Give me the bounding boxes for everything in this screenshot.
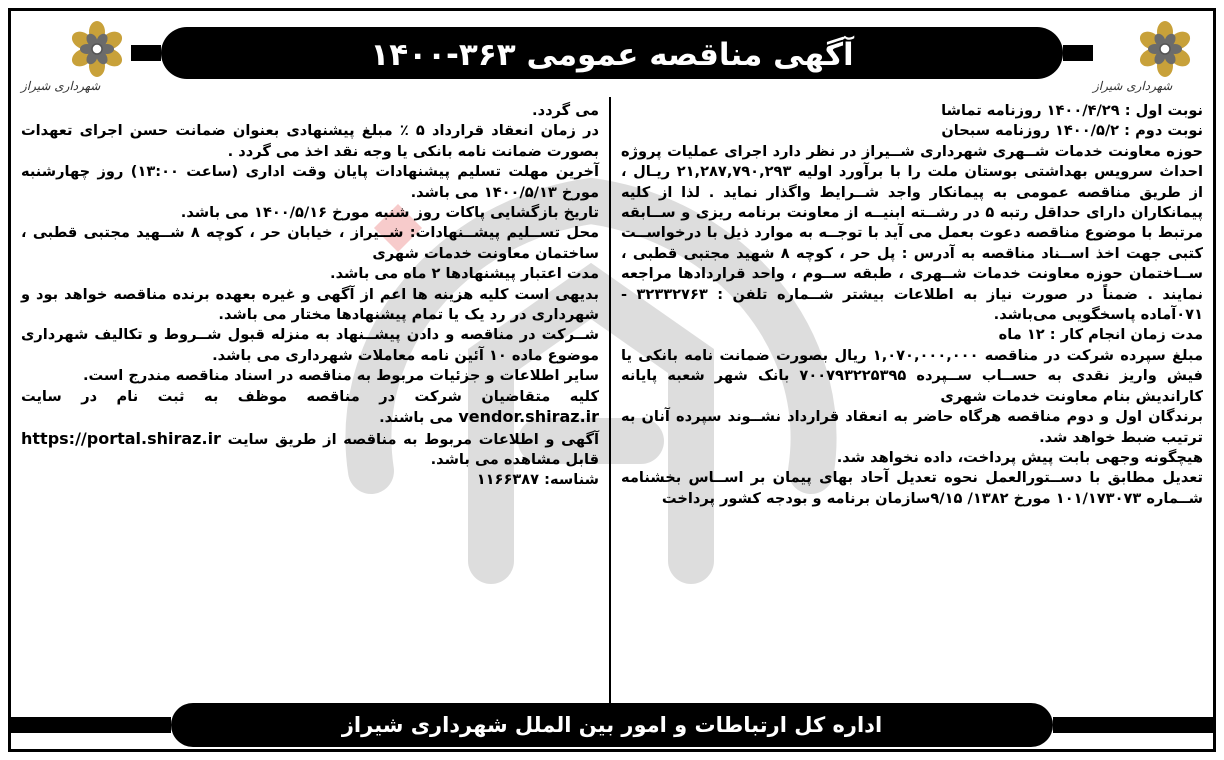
acceptance-note: شــرکت در مناقصه و دادن پیشــنهاد به منزله قبول شــروط و تکالیف شهرداری موضوع ماده ۱۰ آئین نامه معاملات شهرداری می باشد. <box>21 326 600 364</box>
flower-logo-icon <box>67 19 127 79</box>
second-publication: نوبت دوم : ۱۴۰۰/۵/۲ روزنامه سبحان <box>941 122 1203 140</box>
deposit-amount: مبلغ سپرده شرکت در مناقصه ۱,۰۷۰,۰۰۰,۰۰۰ ریال بصورت ضمانت نامه بانکی یا فیش واریز نقدی به حســاب ســپرده ۷۰۰۷۹۳۲۲۵۳۹۵ بانک شهر شعبه پایانه کاراندیش بنام معاونت خدمات شهری <box>621 346 1203 405</box>
footer-text: اداره کل ارتباطات و امور بین الملل شهرداری شیراز <box>341 713 883 737</box>
logo-caption: شهرداری شیراز <box>21 79 101 93</box>
tender-description: حوزه معاونت خدمات شــهری شهرداری شــیراز در نظر دارد اجرای عملیات پروژه احداث سرویس بهداشتی بوستان ملت را با برآورد اولیه ۲۱,۲۸۷,۷۹۰,۲۹۳ ریـال ، از طریق مناقصه عمومی به پیمانکار واجد شــرایط واگذار نماید . لذا از کلیه پیمانکاران دارای حداقل رتبه ۵ در رشــته ابنیــه از معاونت برنامه ریزی و ســابقه مرتبط با موضوع مناقصه دعوت بعمل می آید با توجــه به موارد ذیل با درخواســت کتبی جهت اخذ اســناد مناقصه به آدرس : پل حر ، کوچه ۸ شهید مجتبی قطبی ، ســاختمان حوزه معاونت خدمات شــهری ، طبقه ســوم ، واحد قراردادها مراجعه نمایند . ضمناً در صورت نیاز به اطلاعات بیشتر شــماره تلفن : ۳۲۳۳۲۷۶۳ - ۰۷۱آماده پاسخگویی می‌باشد. <box>621 142 1203 324</box>
header <box>11 11 1213 99</box>
notice-body <box>11 97 1213 709</box>
right-column <box>609 97 1213 709</box>
submission-location: محل تســلیم پیشــنهادات: شــیراز ، خیابان حر ، کوچه ۸ شــهید مجتبی قطبی ، ساختمان معاونت خدمات شهری <box>21 224 600 262</box>
logo-caption: شهرداری شیراز <box>1093 79 1173 93</box>
page-title: آگهی مناقصه عمومی ۳۶۳-۱۴۰۰ <box>370 37 854 73</box>
adjustment-note: تعدیل مطابق با دســتورالعمل نحوه تعدیل آحاد بهای پیمان بر اســاس بخشنامه شــماره ۱۰۱/۱۷۳۰۷۳ مورخ ۱۳۸۲/ ۹/۱۵سازمان برنامه و بودجه کشور پرداخت <box>621 469 1203 507</box>
shiraz-municipality-logo <box>1093 17 1203 95</box>
footer <box>11 701 1213 749</box>
portal-text: آگهی و اطلاعات مربوط به مناقصه از طریق سایت <box>227 430 599 448</box>
prepayment-note: هیچگونه وجهی بابت پیش پرداخت، داده نخواهد شد. <box>836 448 1203 466</box>
portal-tail: قابل مشاهده می باشد. <box>430 450 600 468</box>
notice-id: شناسه: ۱۱۶۶۳۸۷ <box>476 471 600 489</box>
opening-date: تاریخ بازگشایی پاکات روز شنبه مورخ ۱۴۰۰/۵/۱۶ می باشد. <box>180 204 600 222</box>
vendor-site-link[interactable]: vendor.shiraz.ir <box>458 407 600 427</box>
left-column <box>11 97 609 709</box>
details-note: سایر اطلاعات و جزئیات مربوط به مناقصه در اسناد مناقصه مندرج است. <box>82 367 600 385</box>
registration-text: کلیه متقاضیان شرکت در مناقصه موظف به ثبت نام در سایت <box>21 387 600 405</box>
flower-logo-icon <box>1135 19 1195 79</box>
portal-site-link[interactable]: https://portal.shiraz.ir <box>21 428 221 448</box>
registration-note <box>21 387 599 429</box>
first-publication: نوبت اول : ۱۴۰۰/۴/۲۹ روزنامه تماشا <box>941 102 1203 119</box>
shiraz-municipality-logo <box>21 17 131 95</box>
winners-deposit-note: برندگان اول و دوم مناقصه هرگاه حاضر به انعقاد قرارداد نشــوند سپرده آنان به ترتیب ضبط خواهد شد. <box>621 408 1203 446</box>
performance-guarantee: در زمان انعقاد قرارداد ۵ ٪ مبلغ پیشنهادی بعنوان ضمانت حسن اجرای تعهدات بصورت ضمانت نامه بانکی یا وجه نقد اخذ می گردد . <box>21 122 600 160</box>
tender-notice <box>8 8 1216 752</box>
validity-period: مدت اعتبار پیشنهادها ۲ ماه می باشد. <box>330 265 600 283</box>
costs-note: بدیهی است کلیه هزینه ها اعم از آگهی و غیره بعهده برنده مناقصه خواهد بود و شهرداری در رد یک یا تمام پیشنهادها مختار می باشد. <box>21 285 600 324</box>
registration-tail: می باشند. <box>379 409 454 427</box>
submission-deadline: آخرین مهلت تسلیم پیشنهادات پایان وقت اداری (ساعت ۱۳:۰۰) روز چهارشنبه مورخ ۱۴۰۰/۵/۱۳ می باشد. <box>21 163 600 201</box>
portal-note <box>21 429 599 471</box>
continuation-text: می گردد. <box>532 102 600 119</box>
work-duration: مدت زمان انجام کار : ۱۲ ماه <box>998 326 1203 344</box>
